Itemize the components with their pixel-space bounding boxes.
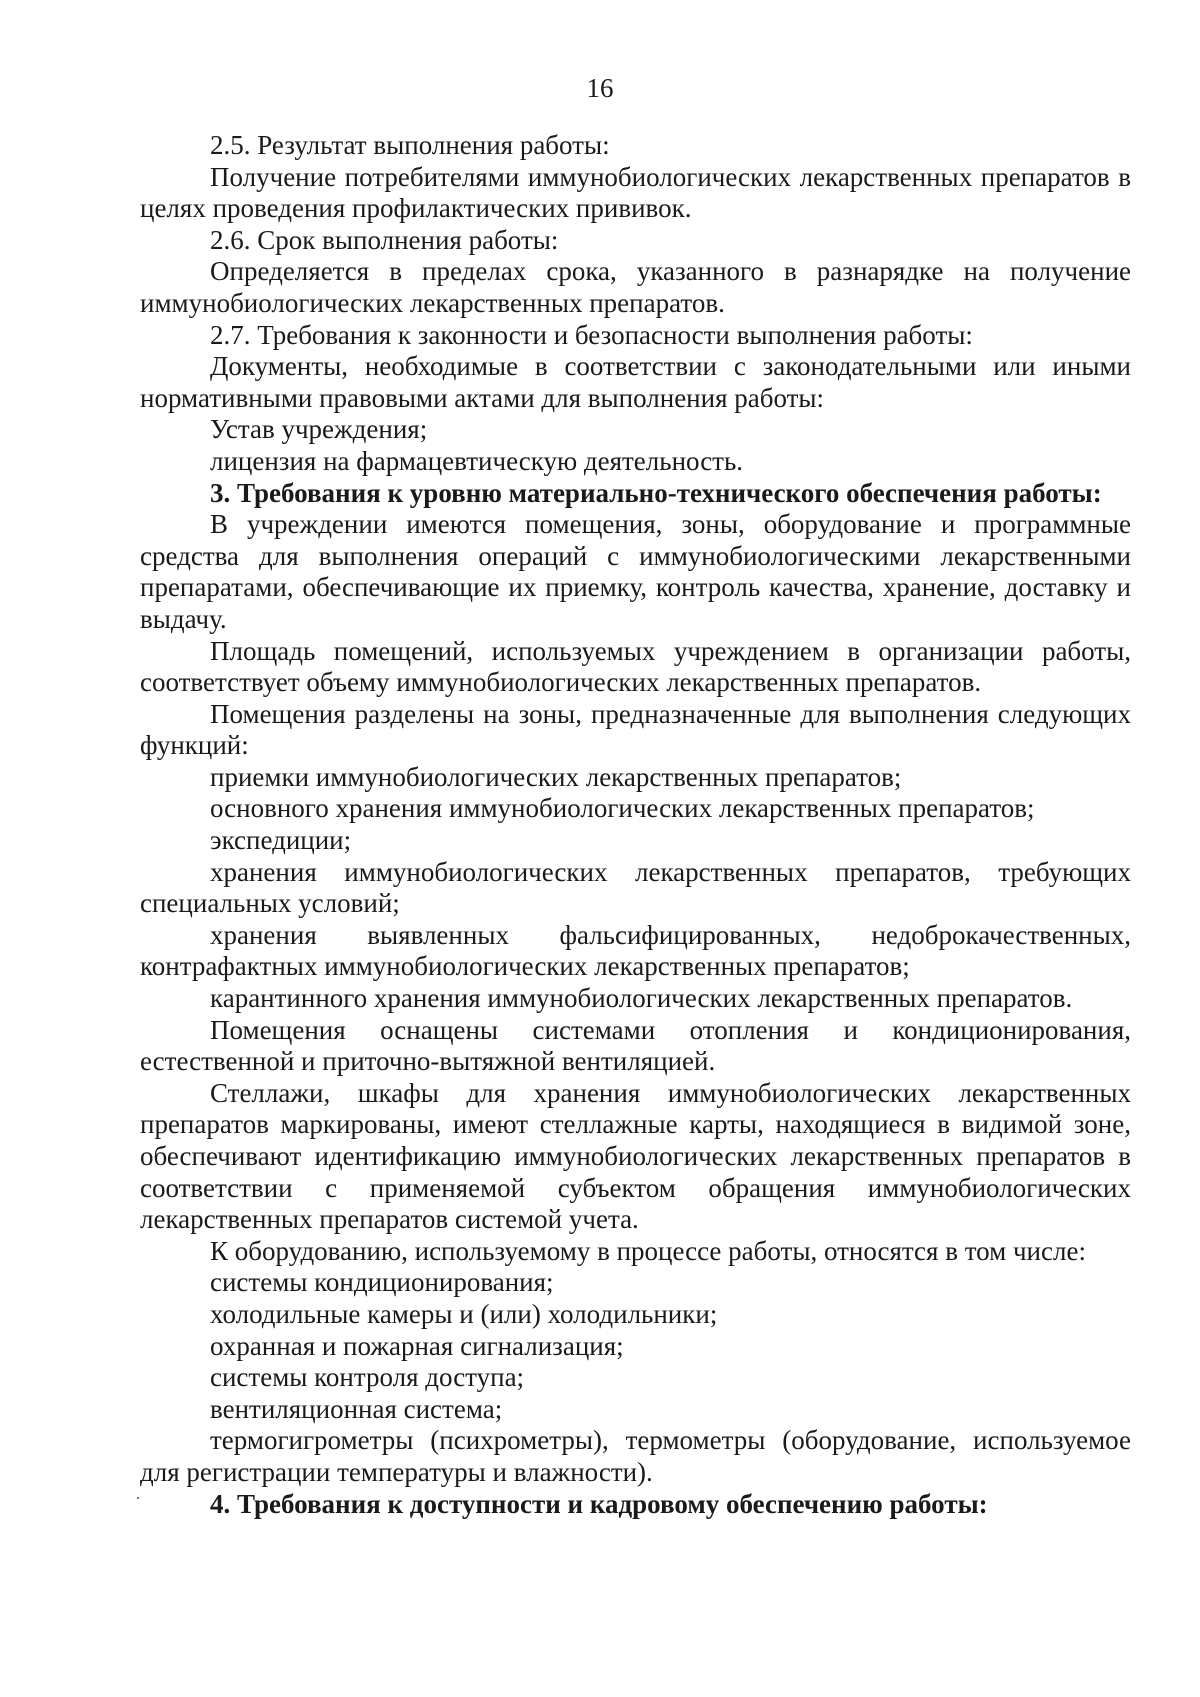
list-item: охранная и пожарная сигнализация; <box>210 1330 624 1361</box>
section-2-5-heading: 2.5. Результат выполнения работы: <box>210 130 610 160</box>
document-body <box>140 130 1131 1520</box>
list-item: хранения выявленных фальсифицированных, недоброкачественных, контрафактных иммунобиологических лекарственных препаратов; <box>140 919 1131 982</box>
section-2-5-text: Получение потребителями иммунобиологических лекарственных препаратов в целях проведения профилактических прививок. <box>140 161 1131 224</box>
section-2-7-text: Документы, необходимые в соответствии с законодательными или иными нормативными правовыми актами для выполнения работы: <box>140 351 1131 413</box>
list-item: вентиляционная система; <box>210 1393 503 1424</box>
paragraph: Стеллажи, шкафы для хранения иммунобиологических лекарственных препаратов маркированы, имеют стеллажные карты, находящиеся в видимой зоне, обеспечивают идентификацию иммунобиологических лекарственных препаратов в соответствии с применяемой субъектом обращения иммунобиологических лекарственных препаратов системой учета. <box>140 1077 1131 1235</box>
paragraph: Помещения оснащены системами отопления и кондиционирования, естественной и приточно-вытяжной вентиляцией. <box>140 1014 1131 1077</box>
list-item: термогигрометры (психрометры), термометры (оборудование, используемое для регистрации температуры и влажности). <box>140 1425 1131 1487</box>
section-2-6-heading: 2.6. Срок выполнения работы: <box>210 224 559 255</box>
list-item: Устав учреждения; <box>210 414 428 445</box>
list-item: системы контроля доступа; <box>210 1362 525 1393</box>
scan-speck <box>137 1497 139 1499</box>
list-item: хранения иммунобиологических лекарственных препаратов, требующих специальных условий; <box>140 856 1131 919</box>
list-item: лицензия на фармацевтическую деятельность. <box>210 445 744 476</box>
list-item: холодильные камеры и (или) холодильники; <box>210 1298 718 1329</box>
section-4-heading: 4. Требования к доступности и кадровому обеспечению работы: <box>210 1488 988 1519</box>
paragraph: К оборудованию, используемому в процессе работы, относятся в том числе: <box>210 1235 1086 1266</box>
section-2-6-text: Определяется в пределах срока, указанного в разнарядке на получение иммунобиологических лекарственных препаратов. <box>140 256 1131 318</box>
page-number: 16 <box>586 73 614 103</box>
paragraph: Площадь помещений, используемых учреждением в организации работы, соответствует объему иммунобиологических лекарственных препаратов. <box>140 635 1131 698</box>
list-item: экспедиции; <box>210 825 352 856</box>
list-item: системы кондиционирования; <box>210 1267 554 1298</box>
paragraph: Помещения разделены на зоны, предназначенные для выполнения следующих функций: <box>140 698 1131 761</box>
section-3-heading: 3. Требования к уровню материально-технического обеспечения работы: <box>210 477 1102 508</box>
list-item: основного хранения иммунобиологических лекарственных препаратов; <box>210 793 1035 824</box>
list-item: приемки иммунобиологических лекарственных препаратов; <box>210 761 902 792</box>
paragraph: В учреждении имеются помещения, зоны, оборудование и программные средства для выполнения операций с иммунобиологическими лекарственными препаратами, обеспечивающие их приемку, контроль качества, хранение, доставку и выдачу. <box>140 509 1131 634</box>
section-2-7-heading: 2.7. Требования к законности и безопасности выполнения работы: <box>210 319 973 350</box>
list-item: карантинного хранения иммунобиологических лекарственных препаратов. <box>210 983 1073 1014</box>
